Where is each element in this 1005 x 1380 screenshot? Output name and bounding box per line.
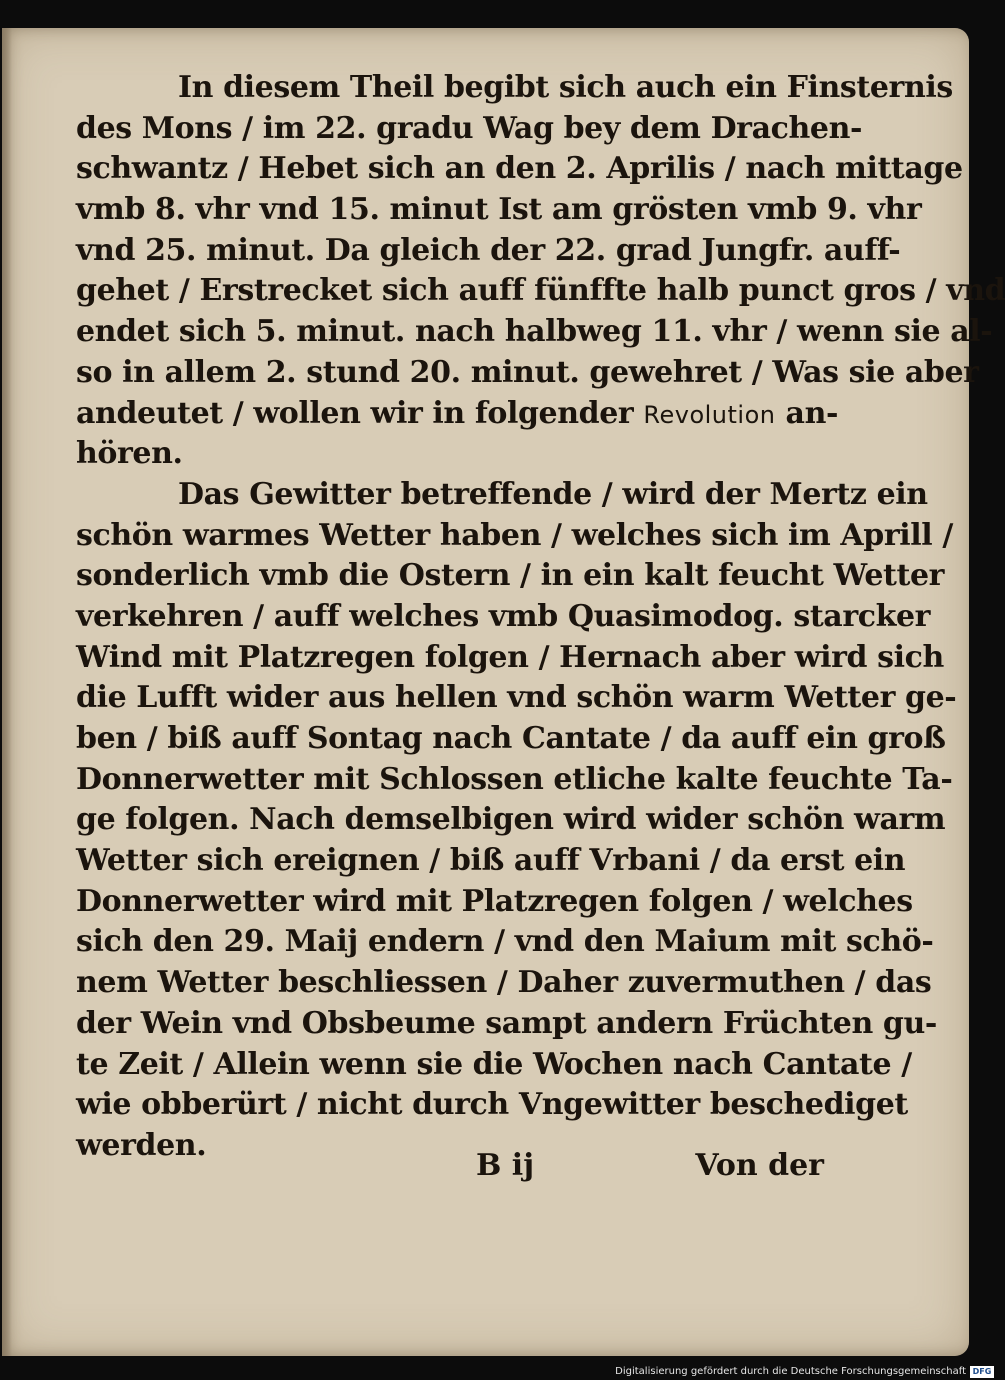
text-line-26: wie obberürt / nicht durch Vngewitter beschediget bbox=[76, 1087, 908, 1123]
text-line-7: endet sich 5. minut. nach halbweg 11. vhr / wenn sie al- bbox=[76, 314, 993, 350]
text-line-8: so in allem 2. stund 20. minut. gewehret / Was sie aber bbox=[76, 354, 979, 390]
page-text-block bbox=[76, 68, 1005, 1167]
text-line-13: sonderlich vmb die Ostern / in ein kalt feucht Wetter bbox=[76, 558, 945, 594]
digitization-credit: Digitalisierung gefördert durch die Deutsche Forschungsgemeinschaft bbox=[615, 1366, 966, 1377]
text-line-11: Das Gewitter betreffende / wird der Mertz ein bbox=[178, 476, 928, 512]
page-gutter-shadow bbox=[2, 28, 12, 1356]
book-page bbox=[2, 28, 1005, 1356]
text-line-20: Wetter sich ereignen / biß auff Vrbani / da erst ein bbox=[76, 843, 906, 879]
page-footer bbox=[76, 1148, 824, 1188]
latin-word-revolution: Revolution bbox=[643, 400, 776, 429]
dfg-logo-icon: DFG bbox=[970, 1366, 994, 1378]
text-line-23: nem Wetter beschliessen / Daher zuvermuthen / das bbox=[76, 965, 932, 1001]
text-line-19: ge folgen. Nach demselbigen wird wider schön warm bbox=[76, 802, 946, 838]
text-line-27: werden. bbox=[76, 1127, 207, 1163]
text-line-18: Donnerwetter mit Schlossen etliche kalte feuchte Ta- bbox=[76, 761, 953, 797]
text-line-4: vmb 8. vhr vnd 15. minut Ist am grösten vmb 9. vhr bbox=[76, 192, 922, 228]
text-line-5: vnd 25. minut. Da gleich der 22. grad Jungfr. auff- bbox=[76, 232, 901, 268]
text-line-6: gehet / Erstrecket sich auff fünffte halb punct gros / vnd bbox=[76, 273, 1005, 309]
text-line-9-fraktur: andeutet / wollen wir in folgender bbox=[76, 395, 634, 431]
catchword: Von der bbox=[695, 1148, 824, 1183]
text-line-2: des Mons / im 22. gradu Wag bey dem Drachen- bbox=[76, 110, 863, 146]
text-line-24: der Wein vnd Obsbeume sampt andern Früchten gu- bbox=[76, 1005, 937, 1041]
text-line-14: verkehren / auff welches vmb Quasimodog. starcker bbox=[76, 598, 931, 634]
text-line-9 bbox=[76, 394, 839, 435]
text-line-22: sich den 29. Maij endern / vnd den Maium mit schö- bbox=[76, 924, 934, 960]
text-line-9-hyphenation: an- bbox=[785, 395, 839, 431]
text-line-12: schön warmes Wetter haben / welches sich im Aprill / bbox=[76, 517, 953, 553]
text-line-3: schwantz / Hebet sich an den 2. Aprilis / nach mittage bbox=[76, 151, 963, 187]
text-line-16: die Lufft wider aus hellen vnd schön warm Wetter ge- bbox=[76, 680, 957, 716]
text-line-10: hören. bbox=[76, 436, 183, 472]
text-line-21: Donnerwetter wird mit Platzregen folgen / welches bbox=[76, 883, 913, 919]
text-line-15: Wind mit Platzregen folgen / Hernach aber wird sich bbox=[76, 639, 944, 675]
signature-mark: B ij bbox=[476, 1148, 535, 1183]
text-line-17: ben / biß auff Sontag nach Cantate / da auff ein groß bbox=[76, 721, 946, 756]
text-line-1: In diesem Theil begibt sich auch ein Finsternis bbox=[178, 70, 953, 105]
text-line-25: te Zeit / Allein wenn sie die Wochen nach Cantate / bbox=[76, 1046, 912, 1082]
